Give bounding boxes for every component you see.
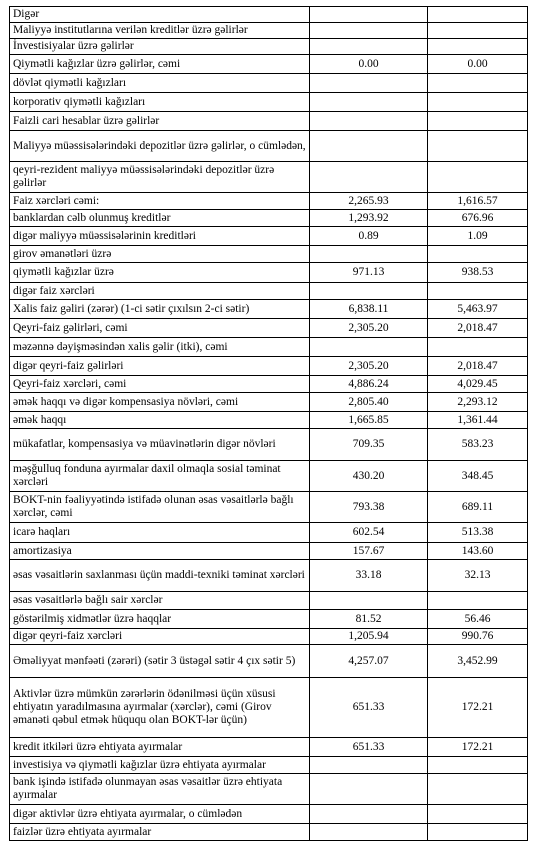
value-previous: 938.53 bbox=[428, 263, 528, 283]
row-label: faizlər üzrə ehtiyata ayırmalar bbox=[10, 824, 310, 841]
value-current bbox=[310, 131, 428, 162]
table-row bbox=[10, 23, 528, 39]
value-previous bbox=[428, 246, 528, 263]
table-row bbox=[10, 393, 528, 412]
value-current: 4,257.07 bbox=[310, 645, 428, 678]
value-previous bbox=[428, 7, 528, 23]
table-body bbox=[10, 7, 528, 841]
value-current bbox=[310, 757, 428, 774]
value-previous bbox=[428, 592, 528, 610]
value-previous: 689.11 bbox=[428, 492, 528, 523]
value-current: 651.33 bbox=[310, 678, 428, 738]
value-previous: 2,018.47 bbox=[428, 357, 528, 376]
table-row bbox=[10, 774, 528, 805]
value-previous bbox=[428, 824, 528, 841]
row-label: əmək haqqı bbox=[10, 412, 310, 429]
row-label: dövlət qiymətli kağızları bbox=[10, 74, 310, 93]
table-row bbox=[10, 629, 528, 645]
table-row bbox=[10, 523, 528, 543]
value-current: 1,665.85 bbox=[310, 412, 428, 429]
row-label: investisiya və qiymətli kağızlar üzrə ehtiyata ayırmalar bbox=[10, 757, 310, 774]
table-row bbox=[10, 357, 528, 376]
row-label: Qeyri-faiz gəlirləri, cəmi bbox=[10, 319, 310, 338]
value-current bbox=[310, 774, 428, 805]
row-label: Digər bbox=[10, 7, 310, 23]
financial-table bbox=[9, 6, 528, 841]
table-row bbox=[10, 412, 528, 429]
row-label: girov əmanətləri üzrə bbox=[10, 246, 310, 263]
table-row bbox=[10, 39, 528, 55]
value-previous: 990.76 bbox=[428, 629, 528, 645]
value-previous: 5,463.97 bbox=[428, 300, 528, 319]
value-previous bbox=[428, 162, 528, 193]
table-row bbox=[10, 738, 528, 757]
value-current: 4,886.24 bbox=[310, 376, 428, 393]
value-current: 971.13 bbox=[310, 263, 428, 283]
table-row bbox=[10, 210, 528, 227]
value-current: 1,293.92 bbox=[310, 210, 428, 227]
value-previous: 56.46 bbox=[428, 610, 528, 629]
value-previous bbox=[428, 283, 528, 300]
value-current bbox=[310, 74, 428, 93]
value-current: 2,305.20 bbox=[310, 319, 428, 338]
row-label: amortizasiya bbox=[10, 543, 310, 560]
table-row bbox=[10, 246, 528, 263]
value-current: 2,265.93 bbox=[310, 193, 428, 210]
value-current: 33.18 bbox=[310, 560, 428, 592]
value-current: 1,205.94 bbox=[310, 629, 428, 645]
value-current bbox=[310, 23, 428, 39]
value-previous bbox=[428, 131, 528, 162]
table-row bbox=[10, 429, 528, 461]
value-current bbox=[310, 824, 428, 841]
row-label: Maliyyə institutlarına verilən kreditlər üzrə gəlirlər bbox=[10, 23, 310, 39]
value-current: 0.89 bbox=[310, 227, 428, 246]
row-label: digər qeyri-faiz gəlirləri bbox=[10, 357, 310, 376]
row-label: digər qeyri-faiz xərcləri bbox=[10, 629, 310, 645]
value-current bbox=[310, 93, 428, 112]
table-row bbox=[10, 193, 528, 210]
table-row bbox=[10, 319, 528, 338]
row-label: Maliyyə müəssisələrindəki depozitlər üzrə gəlirlər, o cümlədən, bbox=[10, 131, 310, 162]
row-label: Faizli cari hesablar üzrə gəlirlər bbox=[10, 112, 310, 131]
value-previous: 348.45 bbox=[428, 461, 528, 492]
value-previous: 172.21 bbox=[428, 678, 528, 738]
value-current bbox=[310, 283, 428, 300]
value-previous: 1,361.44 bbox=[428, 412, 528, 429]
value-current: 651.33 bbox=[310, 738, 428, 757]
value-current bbox=[310, 338, 428, 357]
value-current bbox=[310, 7, 428, 23]
value-current: 793.38 bbox=[310, 492, 428, 523]
table-row bbox=[10, 610, 528, 629]
table-row bbox=[10, 7, 528, 23]
value-current: 2,305.20 bbox=[310, 357, 428, 376]
row-label: digər maliyyə müəssisələrinin kreditləri bbox=[10, 227, 310, 246]
row-label: əsas vəsaitlərlə bağlı sair xərclər bbox=[10, 592, 310, 610]
row-label: əsas vəsaitlərin saxlanması üçün maddi-texniki təminat xərcləri bbox=[10, 560, 310, 592]
row-label: banklardan cəlb olunmuş kreditlər bbox=[10, 210, 310, 227]
row-label: Aktivlər üzrə mümkün zərərlərin ödənilməsi üçün xüsusi ehtiyatın yaradılmasına ayırmalar (xərclər), cəmi (Girov əmanəti qəbul etmək hüququ olan BOKT-lər üçün) bbox=[10, 678, 310, 738]
value-previous bbox=[428, 757, 528, 774]
value-current: 430.20 bbox=[310, 461, 428, 492]
table-row bbox=[10, 543, 528, 560]
value-current bbox=[310, 39, 428, 55]
row-label: Qiymətli kağızlar üzrə gəlirlər, cəmi bbox=[10, 55, 310, 74]
value-previous: 676.96 bbox=[428, 210, 528, 227]
value-current: 0.00 bbox=[310, 55, 428, 74]
row-label: bank işində istifadə olunmayan əsas vəsaitlər üzrə ehtiyata ayırmalar bbox=[10, 774, 310, 805]
table-row bbox=[10, 678, 528, 738]
table-row bbox=[10, 560, 528, 592]
value-previous bbox=[428, 774, 528, 805]
row-label: digər aktivlər üzrə ehtiyata ayırmalar, o cümlədən bbox=[10, 805, 310, 824]
table-row bbox=[10, 300, 528, 319]
table-row bbox=[10, 492, 528, 523]
value-previous: 513.38 bbox=[428, 523, 528, 543]
value-previous: 2,293.12 bbox=[428, 393, 528, 412]
row-label: qiymətli kağızlar üzrə bbox=[10, 263, 310, 283]
row-label: korporativ qiymətli kağızları bbox=[10, 93, 310, 112]
value-previous: 143.60 bbox=[428, 543, 528, 560]
row-label: qeyri-rezident maliyyə müəssisələrindəki depozitlər üzrə gəlirlər bbox=[10, 162, 310, 193]
value-previous: 1.09 bbox=[428, 227, 528, 246]
value-current bbox=[310, 162, 428, 193]
table-row bbox=[10, 645, 528, 678]
row-label: göstərilmiş xidmətlər üzrə haqqlar bbox=[10, 610, 310, 629]
value-current bbox=[310, 246, 428, 263]
row-label: Qeyri-faiz xərcləri, cəmi bbox=[10, 376, 310, 393]
table-row bbox=[10, 93, 528, 112]
value-previous bbox=[428, 805, 528, 824]
row-label: İnvestisiyalar üzrə gəlirlər bbox=[10, 39, 310, 55]
row-label: məzənnə dəyişməsindən xalis gəlir (itki), cəmi bbox=[10, 338, 310, 357]
value-current: 709.35 bbox=[310, 429, 428, 461]
value-current: 81.52 bbox=[310, 610, 428, 629]
row-label: Xalis faiz gəliri (zərər) (1-ci sətir çıxılsın 2-ci sətir) bbox=[10, 300, 310, 319]
value-previous bbox=[428, 112, 528, 131]
value-previous bbox=[428, 93, 528, 112]
value-current: 602.54 bbox=[310, 523, 428, 543]
value-current: 6,838.11 bbox=[310, 300, 428, 319]
value-previous: 3,452.99 bbox=[428, 645, 528, 678]
value-previous: 172.21 bbox=[428, 738, 528, 757]
table-row bbox=[10, 162, 528, 193]
value-previous: 4,029.45 bbox=[428, 376, 528, 393]
value-current: 2,805.40 bbox=[310, 393, 428, 412]
table-row bbox=[10, 74, 528, 93]
row-label: Əməliyyat mənfəəti (zərəri) (sətir 3 üstəgəl sətir 4 çıx sətir 5) bbox=[10, 645, 310, 678]
table-row bbox=[10, 824, 528, 841]
table-row bbox=[10, 376, 528, 393]
row-label: kredit itkiləri üzrə ehtiyata ayırmalar bbox=[10, 738, 310, 757]
value-previous bbox=[428, 74, 528, 93]
table-row bbox=[10, 338, 528, 357]
table-row bbox=[10, 112, 528, 131]
value-previous: 1,616.57 bbox=[428, 193, 528, 210]
table-row bbox=[10, 283, 528, 300]
value-previous: 583.23 bbox=[428, 429, 528, 461]
value-previous bbox=[428, 39, 528, 55]
row-label: digər faiz xərcləri bbox=[10, 283, 310, 300]
value-previous: 32.13 bbox=[428, 560, 528, 592]
value-previous: 0.00 bbox=[428, 55, 528, 74]
value-previous bbox=[428, 23, 528, 39]
table-row bbox=[10, 592, 528, 610]
table-row bbox=[10, 461, 528, 492]
value-previous bbox=[428, 338, 528, 357]
row-label: BOKT-nin fəaliyyətində istifadə olunan əsas vəsaitlərlə bağlı xərclər, cəmi bbox=[10, 492, 310, 523]
table-row bbox=[10, 227, 528, 246]
table-row bbox=[10, 263, 528, 283]
value-current bbox=[310, 112, 428, 131]
row-label: məşğulluq fonduna ayırmalar daxil olmaqla sosial təminat xərcləri bbox=[10, 461, 310, 492]
table-row bbox=[10, 55, 528, 74]
value-current bbox=[310, 805, 428, 824]
row-label: mükafatlar, kompensasiya və müavinətlərin digər növləri bbox=[10, 429, 310, 461]
table-row bbox=[10, 805, 528, 824]
row-label: Faiz xərcləri cəmi: bbox=[10, 193, 310, 210]
value-previous: 2,018.47 bbox=[428, 319, 528, 338]
value-current: 157.67 bbox=[310, 543, 428, 560]
table-row bbox=[10, 131, 528, 162]
row-label: icarə haqları bbox=[10, 523, 310, 543]
table-row bbox=[10, 757, 528, 774]
row-label: əmək haqqı və digər kompensasiya növləri, cəmi bbox=[10, 393, 310, 412]
value-current bbox=[310, 592, 428, 610]
